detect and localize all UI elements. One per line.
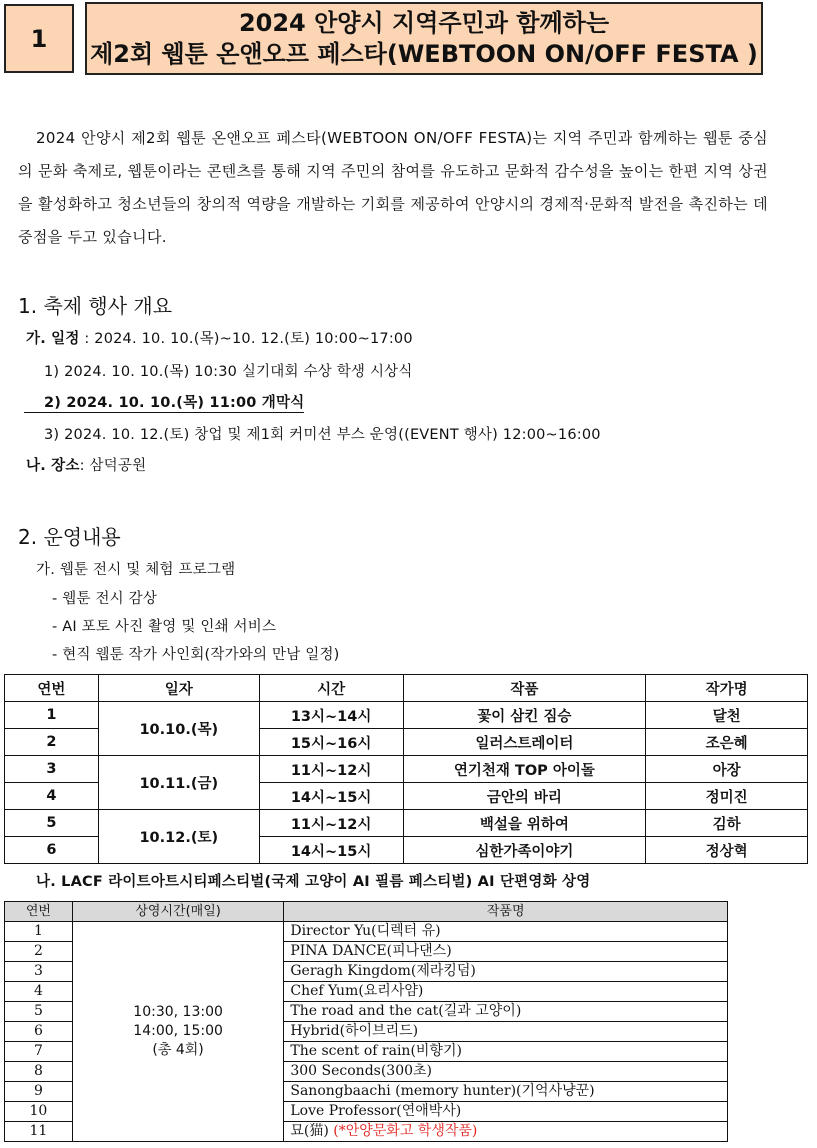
title-box	[85, 2, 763, 75]
student-work-note: (*안양문화고 학생작품)	[333, 1123, 478, 1139]
cell-time: 11시~12시	[259, 756, 403, 783]
film-title: 묘(猫)	[290, 1123, 334, 1139]
place-line	[26, 454, 146, 475]
showtime-line-2: 14:00, 15:00	[133, 1023, 223, 1039]
table-header-row	[5, 902, 728, 922]
cell-no: 1	[5, 702, 99, 729]
cell-no: 11	[5, 1122, 73, 1142]
cell-title: Chef Yum(요리사얌)	[284, 982, 728, 1002]
intro-paragraph	[18, 122, 768, 254]
cell-title: 300 Seconds(300초)	[284, 1062, 728, 1082]
cell-author: 김하	[646, 810, 808, 837]
cell-title: The road and the cat(길과 고양이)	[284, 1002, 728, 1022]
intro-text: 2024 안양시 제2회 웹툰 온앤오프 페스타(WEBTOON ON/OFF FESTA)는 지역 주민과 함께하는 웹툰 중심의 문화 축제로, 웹툰이라는 콘텐츠를 통해 지역 주민의 참여를 유도하고 문화적 감수성을 높이는 한편 지역 상권을 활성화하고 청소년들의 창의적 역량을 개발하는 기회를 제공하여 안양시의 경제적·문화적 발전을 촉진하는 데 중점을 두고 있습니다.	[18, 129, 768, 246]
bullet-3: - 현직 웹툰 작가 사인회(작가와의 만남 일정)	[52, 647, 340, 663]
cell-author: 조은혜	[646, 729, 808, 756]
cell-author: 달천	[646, 702, 808, 729]
cell-work: 꽃이 삼킨 짐승	[403, 702, 646, 729]
film-screening-table	[4, 901, 728, 1142]
cell-time: 14시~15시	[259, 837, 403, 864]
schedule-line	[26, 327, 413, 348]
col-header-title: 작품명	[284, 902, 728, 922]
cell-date: 10.11.(금)	[98, 756, 259, 810]
cell-time: 14시~15시	[259, 783, 403, 810]
showtime-total: (총 4회)	[152, 1042, 204, 1058]
table-row	[5, 756, 808, 783]
cell-no: 4	[5, 783, 99, 810]
cell-no: 1	[5, 922, 73, 942]
cell-author: 아장	[646, 756, 808, 783]
cell-title: The scent of rain(비향기)	[284, 1042, 728, 1062]
cell-time: 13시~14시	[259, 702, 403, 729]
cell-time: 15시~16시	[259, 729, 403, 756]
cell-showtimes	[72, 922, 284, 1142]
cell-no: 10	[5, 1102, 73, 1122]
section-number-box	[4, 4, 74, 73]
cell-no: 7	[5, 1042, 73, 1062]
table-header-row	[5, 675, 808, 702]
cell-title	[284, 1122, 728, 1142]
cell-time: 11시~12시	[259, 810, 403, 837]
section-number: 1	[30, 24, 48, 53]
col-header-no: 연번	[5, 675, 99, 702]
schedule-item-3: 3) 2024. 10. 12.(토) 창업 및 제1회 커미션 부스 운영((EVENT 행사) 12:00~16:00	[44, 427, 601, 443]
cell-work: 심한가족이야기	[403, 837, 646, 864]
title-line-1: 2024 안양시 지역주민과 함께하는	[238, 8, 610, 37]
cell-no: 2	[5, 729, 99, 756]
col-header-showtime: 상영시간(매일)	[72, 902, 284, 922]
col-header-work: 작품	[403, 675, 646, 702]
bullet-2: - AI 포토 사진 촬영 및 인쇄 서비스	[52, 619, 277, 635]
table-row	[5, 810, 808, 837]
cell-no: 6	[5, 1022, 73, 1042]
cell-date: 10.10.(목)	[98, 702, 259, 756]
table-row	[5, 922, 728, 942]
cell-no: 5	[5, 810, 99, 837]
col-header-author: 작가명	[646, 675, 808, 702]
section1-heading: 1. 축제 행사 개요	[18, 294, 173, 318]
cell-no: 3	[5, 962, 73, 982]
schedule-item-2: 2) 2024. 10. 10.(목) 11:00 개막식	[24, 391, 304, 413]
table-row	[5, 702, 808, 729]
schedule-item-1: 1) 2024. 10. 10.(목) 10:30 실기대회 수상 학생 시상식	[44, 364, 413, 380]
cell-no: 4	[5, 982, 73, 1002]
cell-no: 6	[5, 837, 99, 864]
schedule-label: 가. 일정	[26, 331, 80, 347]
cell-no: 8	[5, 1062, 73, 1082]
cell-title: Sanongbaachi (memory hunter)(기억사냥꾼)	[284, 1082, 728, 1102]
cell-title: Geragh Kingdom(제라킹덤)	[284, 962, 728, 982]
section2-heading: 2. 운영내용	[18, 525, 121, 549]
cell-author: 정미진	[646, 783, 808, 810]
cell-work: 연기천재 TOP 아이돌	[403, 756, 646, 783]
cell-author: 정상혁	[646, 837, 808, 864]
cell-no: 3	[5, 756, 99, 783]
cell-work: 금안의 바리	[403, 783, 646, 810]
cell-title: PINA DANCE(피나댄스)	[284, 942, 728, 962]
cell-no: 2	[5, 942, 73, 962]
schedule-value: : 2024. 10. 10.(목)~10. 12.(토) 10:00~17:00	[79, 331, 413, 347]
cell-work: 백설을 위하여	[403, 810, 646, 837]
title-line-2: 제2회 웹툰 온앤오프 페스타(WEBTOON ON/OFF FESTA )	[90, 39, 758, 68]
cell-title: Love Professor(연애박사)	[284, 1102, 728, 1122]
col-header-date: 일자	[98, 675, 259, 702]
cell-title: Hybrid(하이브리드)	[284, 1022, 728, 1042]
cell-work: 일러스트레이터	[403, 729, 646, 756]
author-signing-table	[4, 674, 808, 864]
sub-a-heading: 가. 웹툰 전시 및 체험 프로그램	[36, 562, 236, 578]
bullet-1: - 웹툰 전시 감상	[52, 591, 158, 607]
cell-title: Director Yu(디렉터 유)	[284, 922, 728, 942]
cell-no: 5	[5, 1002, 73, 1022]
col-header-time: 시간	[259, 675, 403, 702]
place-label: 나. 장소	[26, 458, 80, 474]
place-value: : 삼덕공원	[79, 458, 147, 474]
showtime-line-1: 10:30, 13:00	[133, 1004, 223, 1020]
col-header-no: 연번	[5, 902, 73, 922]
sub-b-heading: 나. LACF 라이트아트시티페스티벌(국제 고양이 AI 필름 페스티벌) AI 단편영화 상영	[36, 874, 591, 890]
cell-no: 9	[5, 1082, 73, 1102]
cell-date: 10.12.(토)	[98, 810, 259, 864]
